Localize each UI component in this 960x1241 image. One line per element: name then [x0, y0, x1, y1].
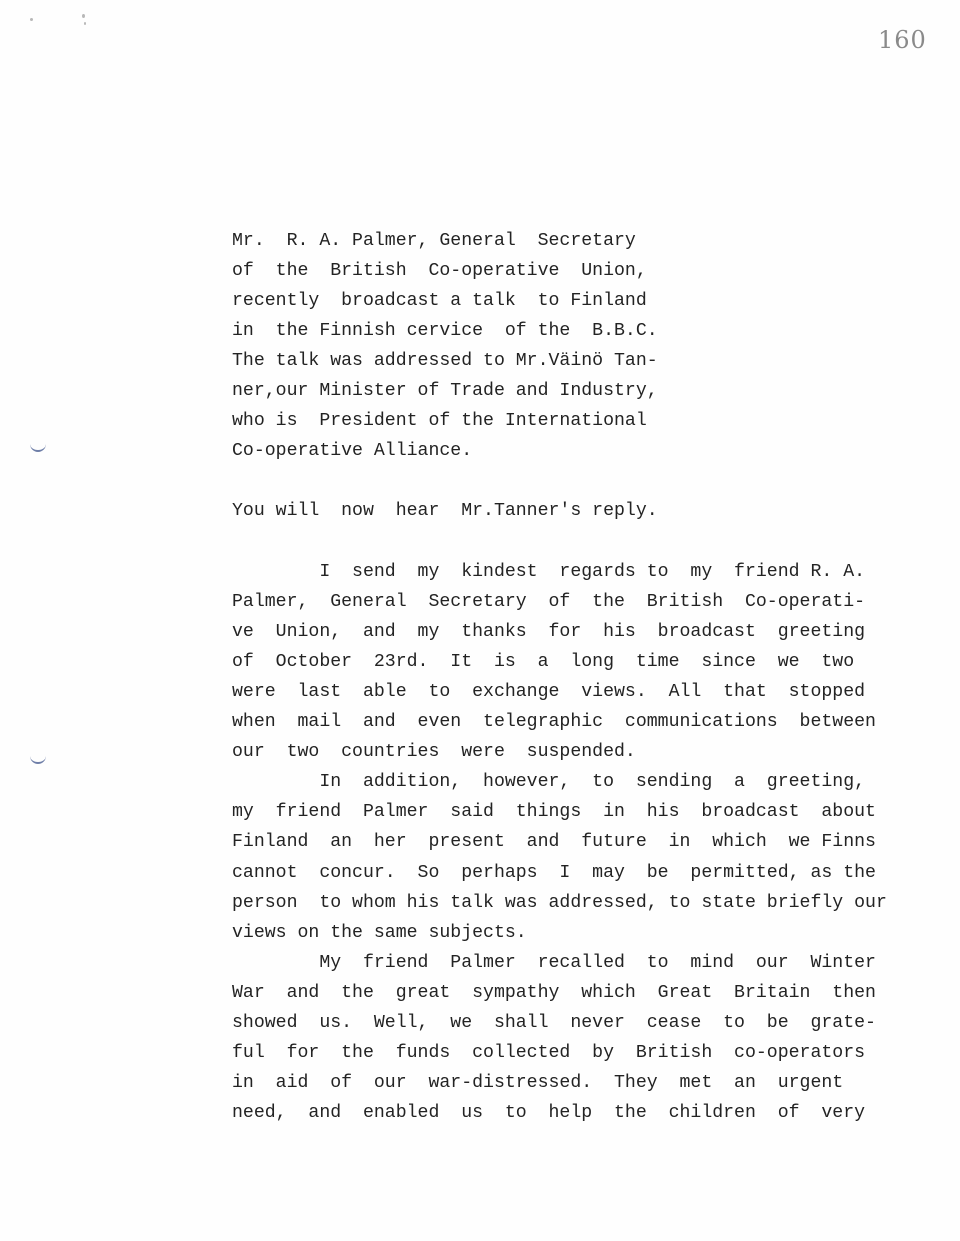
reply-line: views on the same subjects.: [232, 923, 527, 943]
reply-line: cannot concur. So perhaps I may be permitted, as the: [232, 863, 876, 883]
scan-speck: [84, 22, 86, 25]
page-number: 160: [878, 26, 927, 54]
reply-line: person to whom his talk was addressed, to state briefly our: [232, 893, 887, 913]
reply-line: our two countries were suspended.: [232, 742, 636, 762]
reply-line: were last able to exchange views. All that stopped: [232, 682, 866, 702]
intro-line: Mr. R. A. Palmer, General Secretary: [232, 231, 636, 251]
punch-hole-mark: [30, 752, 46, 764]
reply-line: showed us. Well, we shall never cease to be grate-: [232, 1013, 876, 1033]
intro-line: Co-operative Alliance.: [232, 441, 473, 461]
reply-line: my friend Palmer said things in his broadcast about: [232, 802, 876, 822]
reply-line: In addition, however, to sending a greeting,: [232, 772, 866, 792]
reply-line: Finland an her present and future in which we Finns: [232, 832, 876, 852]
reply-line: I send my kindest regards to my friend R. A.: [232, 562, 866, 582]
reply-line: ve Union, and my thanks for his broadcast greeting: [232, 622, 866, 642]
intro-line: ner,our Minister of Trade and Industry,: [232, 381, 658, 401]
intro-line: The talk was addressed to Mr.Väinö Tan-: [232, 351, 658, 371]
reply-line: Palmer, General Secretary of the British Co-operati-: [232, 592, 866, 612]
scan-speck: [82, 14, 85, 18]
reply-line: of October 23rd. It is a long time since we two: [232, 652, 855, 672]
reply-line: when mail and even telegraphic communications between: [232, 712, 876, 732]
reply-line: War and the great sympathy which Great Britain then: [232, 983, 876, 1003]
intro-line: who is President of the International: [232, 411, 647, 431]
intro-line: in the Finnish cervice of the B.B.C.: [232, 321, 658, 341]
reply-line: in aid of our war-distressed. They met an urgent: [232, 1073, 844, 1093]
scan-speck: [30, 18, 33, 21]
announcement-line: You will now hear Mr.Tanner's reply.: [232, 501, 658, 521]
punch-hole-mark: [30, 440, 46, 452]
intro-line: of the British Co-operative Union,: [232, 261, 647, 281]
intro-line: recently broadcast a talk to Finland: [232, 291, 647, 311]
reply-line: need, and enabled us to help the children of very: [232, 1103, 866, 1123]
reply-line: ful for the funds collected by British co-operators: [232, 1043, 866, 1063]
reply-line: My friend Palmer recalled to mind our Winter: [232, 953, 876, 973]
